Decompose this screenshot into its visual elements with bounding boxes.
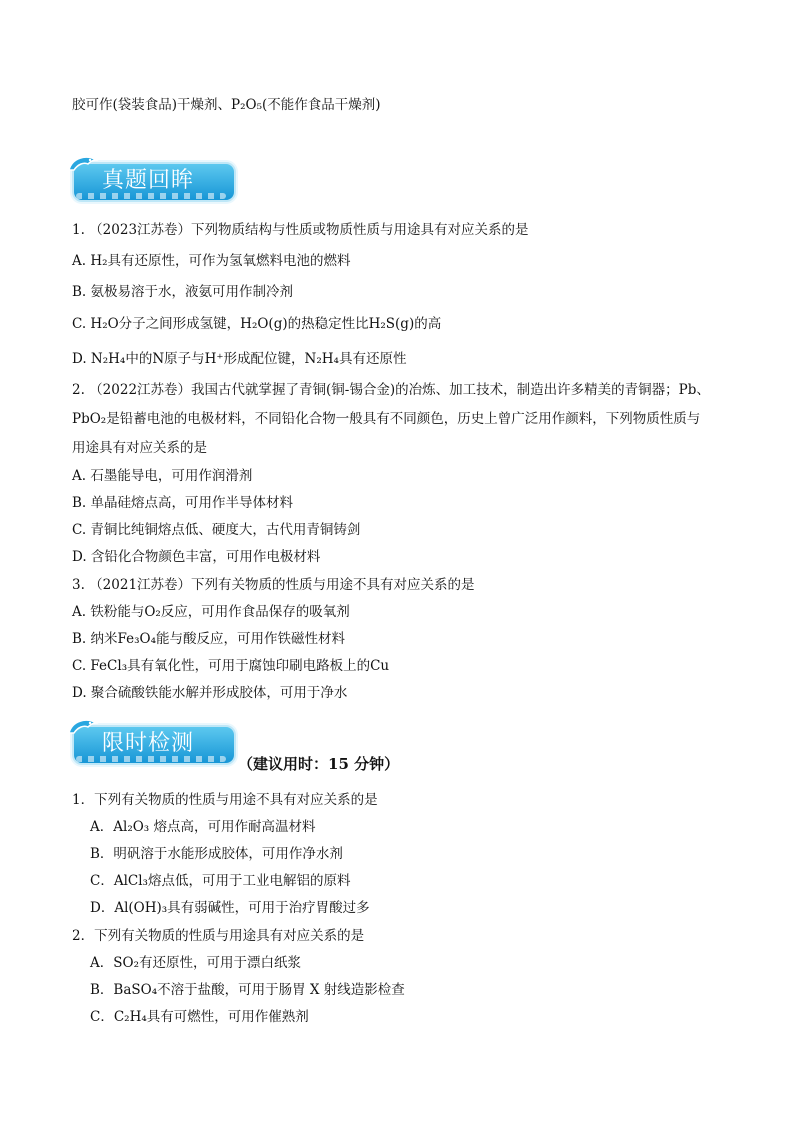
banner-wave (76, 756, 226, 762)
question-option: B. 纳米Fe₃O₄能与酸反应，可用作铁磁性材料 (72, 631, 346, 647)
dolphin-icon (66, 715, 100, 741)
question-option: B．明矾溶于水能形成胶体，可用作净水剂 (90, 846, 343, 862)
question-stem-line: 用途具有对应关系的是 (72, 440, 207, 456)
question-option: B. 单晶硅熔点高，可用作半导体材料 (72, 495, 294, 511)
question-option: C. 青铜比纯铜熔点低、硬度大，古代用青铜铸剑 (72, 522, 361, 538)
question-option: D. 含铅化合物颜色丰富，可用作电极材料 (72, 549, 321, 565)
question-option: B．BaSO₄不溶于盐酸，可用于肠胃 X 射线造影检查 (90, 982, 405, 998)
question-option: C．AlCl₃熔点低，可用于工业电解铝的原料 (90, 873, 351, 889)
question-stem: 1. （2023江苏卷）下列物质结构与性质或物质性质与用途具有对应关系的是 (72, 222, 529, 238)
question-option: C. FeCl₃具有氧化性，可用于腐蚀印刷电路板上的Cu (72, 658, 390, 674)
question-stem: 2．下列有关物质的性质与用途具有对应关系的是 (72, 928, 365, 944)
question-option: C. H₂O分子之间形成氢键，H₂O(g)的热稳定性比H₂S(g)的高 (72, 316, 442, 332)
section-title-test: 限时检测 (102, 731, 195, 756)
top-line: 胶可作(袋装食品)干燥剂、P₂O₅(不能作食品干燥剂) (72, 97, 381, 113)
question-stem-line: PbO₂是铅蓄电池的电极材料，不同铅化合物一般具有不同颜色，历史上曾广泛用作颜料，下列物质性质与 (72, 411, 701, 427)
question-option: D. N₂H₄中的N原子与H⁺形成配位键，N₂H₄具有还原性 (72, 351, 407, 367)
question-option: C．C₂H₄具有可燃性，可用作催熟剂 (90, 1009, 309, 1025)
question-option: A．Al₂O₃ 熔点高，可用作耐高温材料 (90, 819, 316, 835)
question-stem: 1．下列有关物质的性质与用途不具有对应关系的是 (72, 792, 378, 808)
suggested-time: （建议用时：15 分钟） (238, 755, 400, 773)
dolphin-icon (66, 152, 100, 178)
question-option: A. 铁粉能与O₂反应，可用作食品保存的吸氧剂 (72, 604, 350, 620)
question-stem-line: 2. （2022江苏卷）我国古代就掌握了青铜(铜-锡合金)的冶炼、加工技术，制造出许多精美的青铜器；Pb、 (72, 382, 710, 398)
question-stem: 3. （2021江苏卷）下列有关物质的性质与用途不具有对应关系的是 (72, 577, 475, 593)
question-option: A. H₂具有还原性，可作为氢氧燃料电池的燃料 (72, 253, 351, 269)
section-banner-review (66, 152, 236, 202)
question-option: D. 聚合硫酸铁能水解并形成胶体，可用于净水 (72, 685, 348, 701)
section-title-review: 真题回眸 (102, 168, 195, 193)
question-option: D．Al(OH)₃具有弱碱性，可用于治疗胃酸过多 (90, 900, 370, 916)
banner-wave (76, 193, 226, 199)
question-option: A. 石墨能导电，可用作润滑剂 (72, 468, 253, 484)
question-option: B. 氨极易溶于水，液氨可用作制冷剂 (72, 284, 294, 300)
question-option: A．SO₂有还原性，可用于漂白纸浆 (90, 955, 301, 971)
section-banner-test (66, 715, 236, 765)
